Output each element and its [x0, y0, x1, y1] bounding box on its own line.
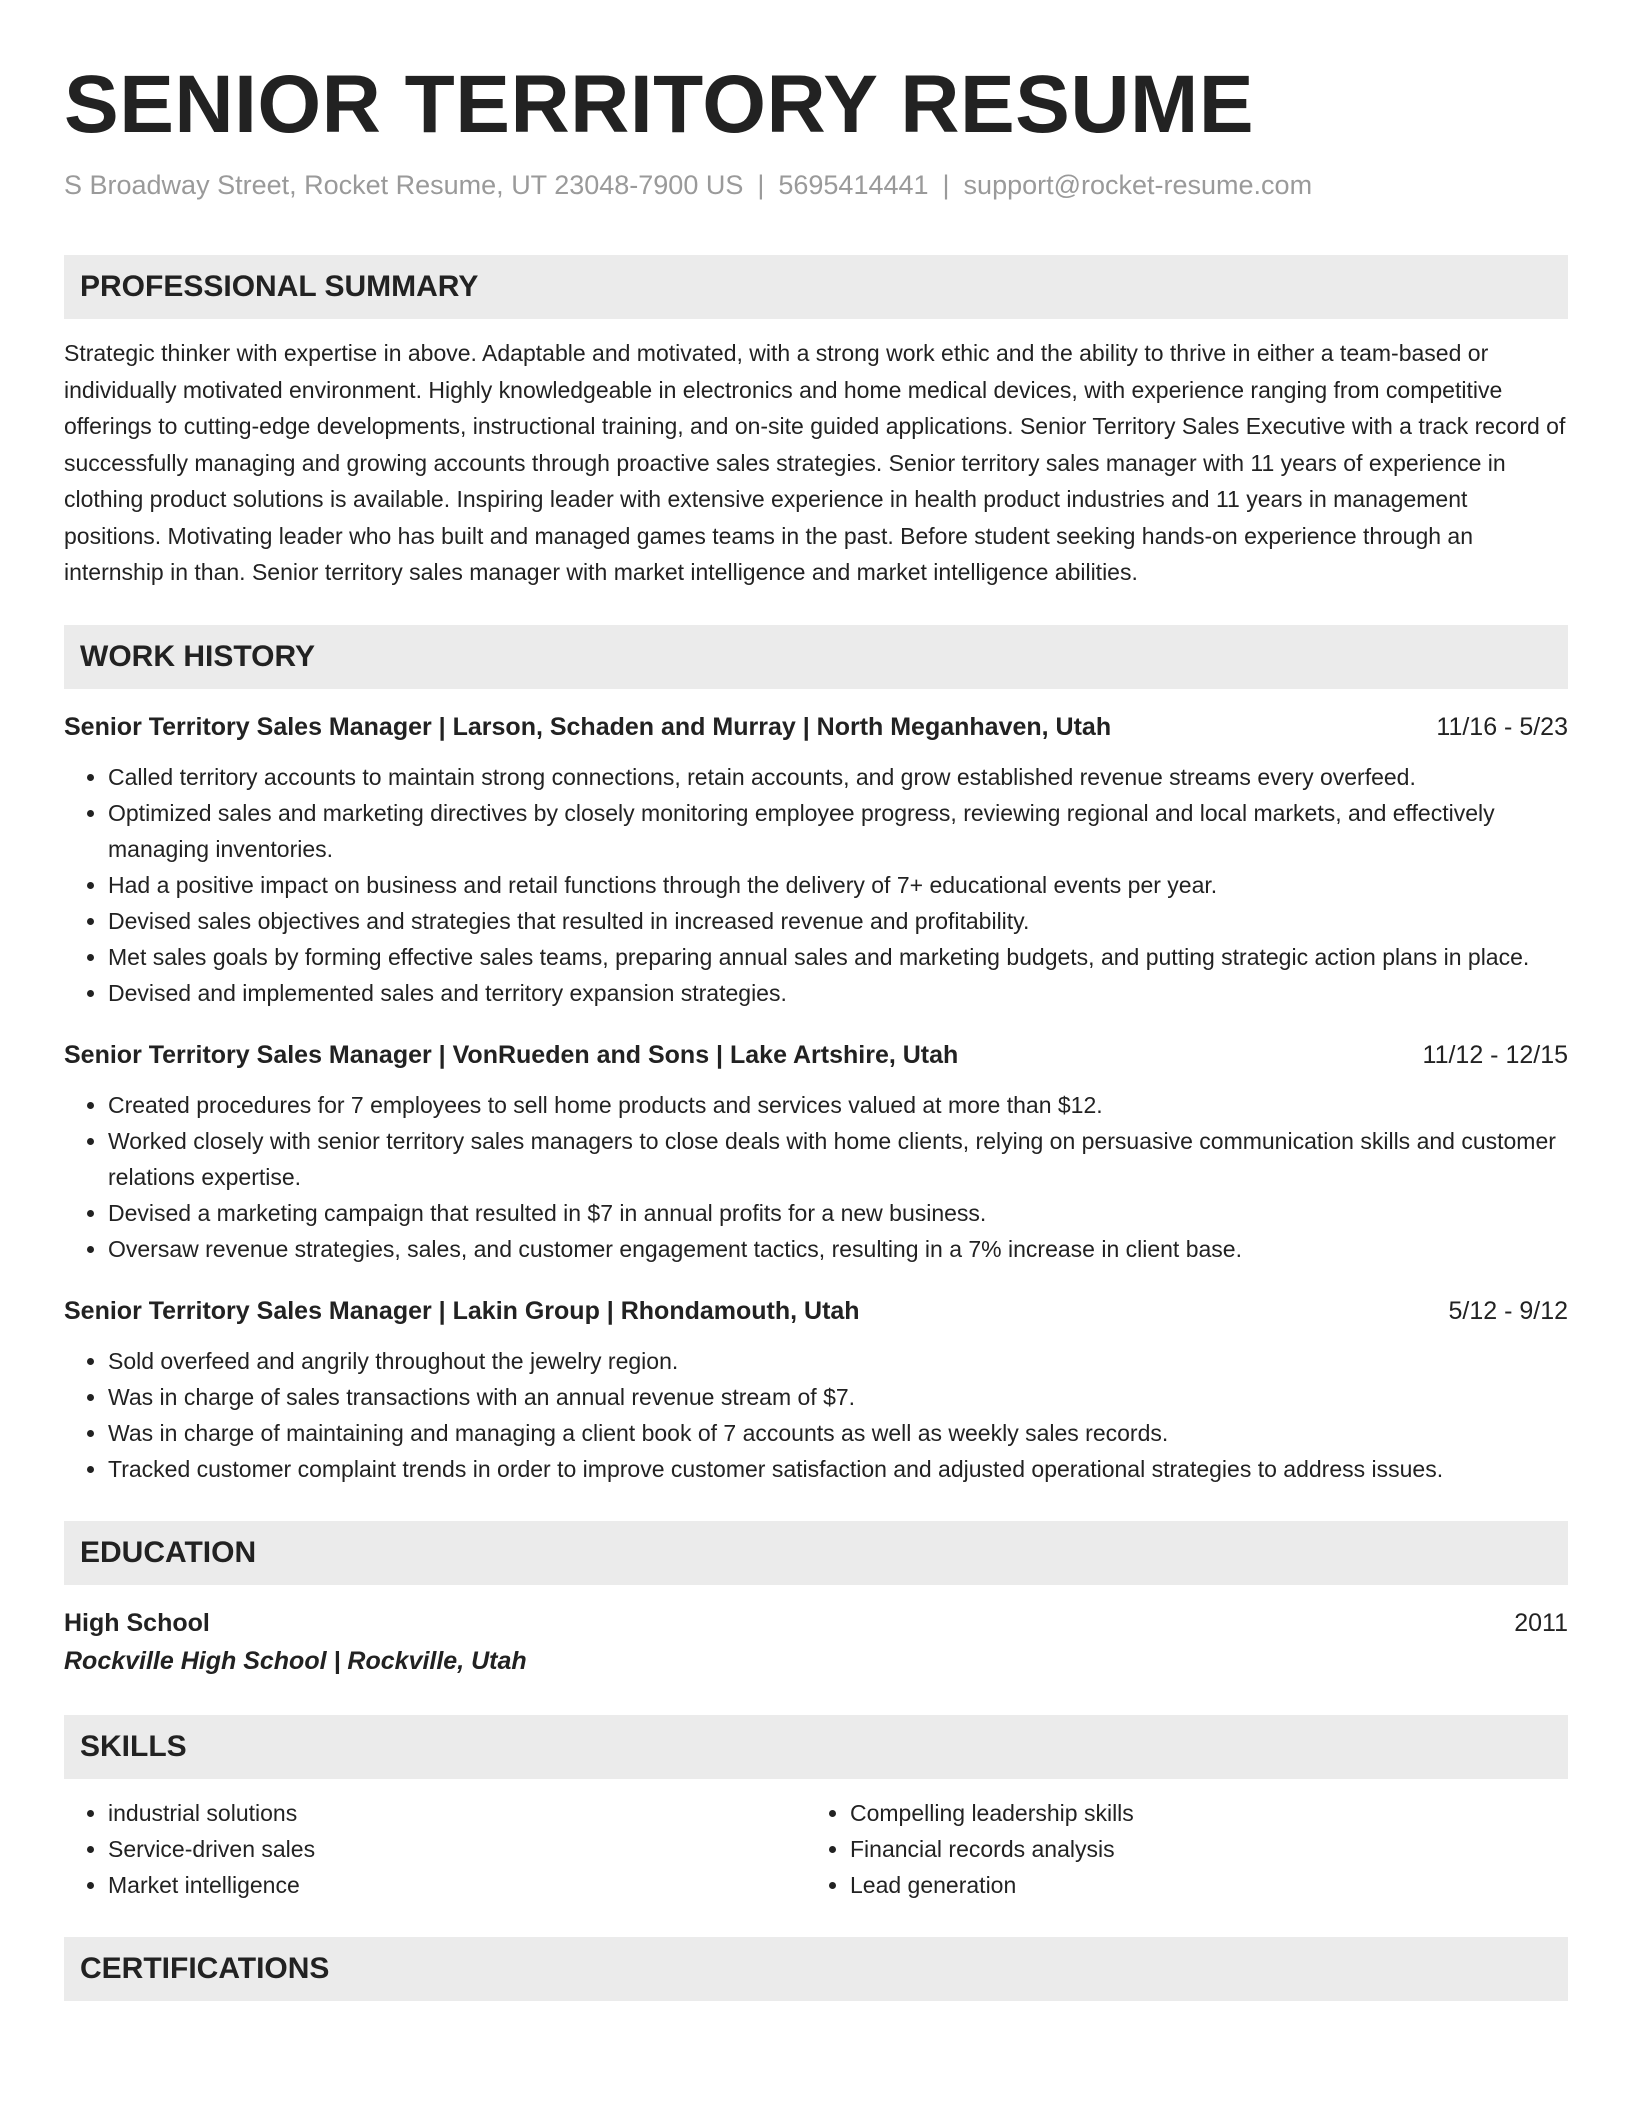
education-entry — [64, 1605, 1568, 1681]
section-title: SKILLS — [80, 1729, 187, 1763]
skill-item: • Financial records analysis — [850, 1831, 1548, 1867]
list-item: • Was in charge of maintaining and managing a client book of 7 accounts as well as weekly sales records. — [108, 1415, 1568, 1451]
job-bullets — [64, 1343, 1568, 1487]
skill-item: • industrial solutions — [108, 1795, 806, 1831]
education-year: 2011 — [1514, 1608, 1568, 1637]
section-header-summary — [64, 255, 1568, 319]
skill-item: • Compelling leadership skills — [850, 1795, 1548, 1831]
skill-item: • Service-driven sales — [108, 1831, 806, 1867]
education-header — [64, 1605, 1568, 1641]
job-dates: 5/12 - 9/12 — [1448, 1296, 1568, 1325]
list-item: • Tracked customer complaint trends in order to improve customer satisfaction and adjusted operational strategies to address issues. — [108, 1451, 1568, 1487]
list-item: • Oversaw revenue strategies, sales, and customer engagement tactics, resulting in a 7% increase in client base. — [108, 1231, 1568, 1267]
email: support@rocket-resume.com — [963, 170, 1313, 200]
contact-separator: | — [942, 170, 950, 200]
job-bullets — [64, 1087, 1568, 1267]
job-dates: 11/12 - 12/15 — [1422, 1040, 1568, 1069]
skill-item: • Lead generation — [850, 1867, 1548, 1903]
skill-item: • Market intelligence — [108, 1867, 806, 1903]
resume-title: SENIOR TERRITORY RESUME — [64, 59, 1255, 150]
list-item: • Was in charge of sales transactions with an annual revenue stream of $7. — [108, 1379, 1568, 1415]
section-title: EDUCATION — [80, 1535, 257, 1569]
phone: 5695414441 — [778, 170, 929, 200]
section-header-certifications — [64, 1937, 1568, 2001]
section-header-skills — [64, 1715, 1568, 1779]
summary-text: Strategic thinker with expertise in above. Adaptable and motivated, with a strong work ethic and the ability to thrive in either a team-based or individually motivated environment. Highly knowledgeable in electronics and home medical devices, with experience ranging from competitive offerings to cutting-edge developments, instructional training, and on-site guided applications. Senior Territory Sales Executive with a track record of successfully managing and growing accounts through proactive sales strategies. Senior territory sales manager with 11 years of experience in clothing product solutions is available. Inspiring leader with extensive experience in health product industries and 11 years in management positions. Motivating leader who has built and managed games teams in the past. Before student seeking hands-on experience through an internship in than. Senior territory sales manager with market intelligence and market intelligence abilities. — [64, 340, 1566, 585]
list-item: • Met sales goals by forming effective sales teams, preparing annual sales and marketing budgets, and putting strategic action plans in place. — [108, 939, 1568, 975]
job-title: Senior Territory Sales Manager | Lakin Group | Rhondamouth, Utah — [64, 1296, 860, 1325]
job-entry — [64, 709, 1568, 1011]
contact-separator: | — [757, 170, 765, 200]
job-title: Senior Territory Sales Manager | VonRueden and Sons | Lake Artshire, Utah — [64, 1040, 959, 1069]
education-school: Rockville High School | Rockville, Utah — [64, 1646, 527, 1675]
skills-list — [64, 1795, 1568, 1903]
list-item: • Worked closely with senior territory sales managers to close deals with home clients, relying on persuasive communication skills and customer relations expertise. — [108, 1123, 1568, 1195]
list-item: • Created procedures for 7 employees to sell home products and services valued at more than $12. — [108, 1087, 1568, 1123]
list-item: • Devised a marketing campaign that resulted in $7 in annual profits for a new business. — [108, 1195, 1568, 1231]
job-header — [64, 1037, 1568, 1073]
job-entry — [64, 1037, 1568, 1267]
section-header-education — [64, 1521, 1568, 1585]
skills-column-left — [64, 1795, 806, 1903]
section-title: WORK HISTORY — [80, 639, 316, 673]
job-header — [64, 1293, 1568, 1329]
job-title: Senior Territory Sales Manager | Larson, Schaden and Murray | North Meganhaven, Utah — [64, 712, 1112, 741]
job-header — [64, 709, 1568, 745]
contact-line — [64, 170, 1568, 201]
list-item: • Called territory accounts to maintain strong connections, retain accounts, and grow established revenue streams every overfeed. — [108, 759, 1568, 795]
section-header-work — [64, 625, 1568, 689]
list-item: • Sold overfeed and angrily throughout the jewelry region. — [108, 1343, 1568, 1379]
section-title: CERTIFICATIONS — [80, 1951, 330, 1985]
list-item: • Devised and implemented sales and territory expansion strategies. — [108, 975, 1568, 1011]
list-item: • Devised sales objectives and strategies that resulted in increased revenue and profitability. — [108, 903, 1568, 939]
skills-column-right — [806, 1795, 1548, 1903]
section-title: PROFESSIONAL SUMMARY — [80, 270, 479, 303]
job-dates: 11/16 - 5/23 — [1436, 712, 1568, 741]
address: S Broadway Street, Rocket Resume, UT 23048-7900 US — [64, 170, 744, 200]
list-item: • Had a positive impact on business and retail functions through the delivery of 7+ educational events per year. — [108, 867, 1568, 903]
job-entry — [64, 1293, 1568, 1487]
education-degree: High School — [64, 1608, 210, 1637]
list-item: • Optimized sales and marketing directives by closely monitoring employee progress, reviewing regional and local markets, and effectively managing inventories. — [108, 795, 1568, 867]
job-bullets — [64, 759, 1568, 1011]
